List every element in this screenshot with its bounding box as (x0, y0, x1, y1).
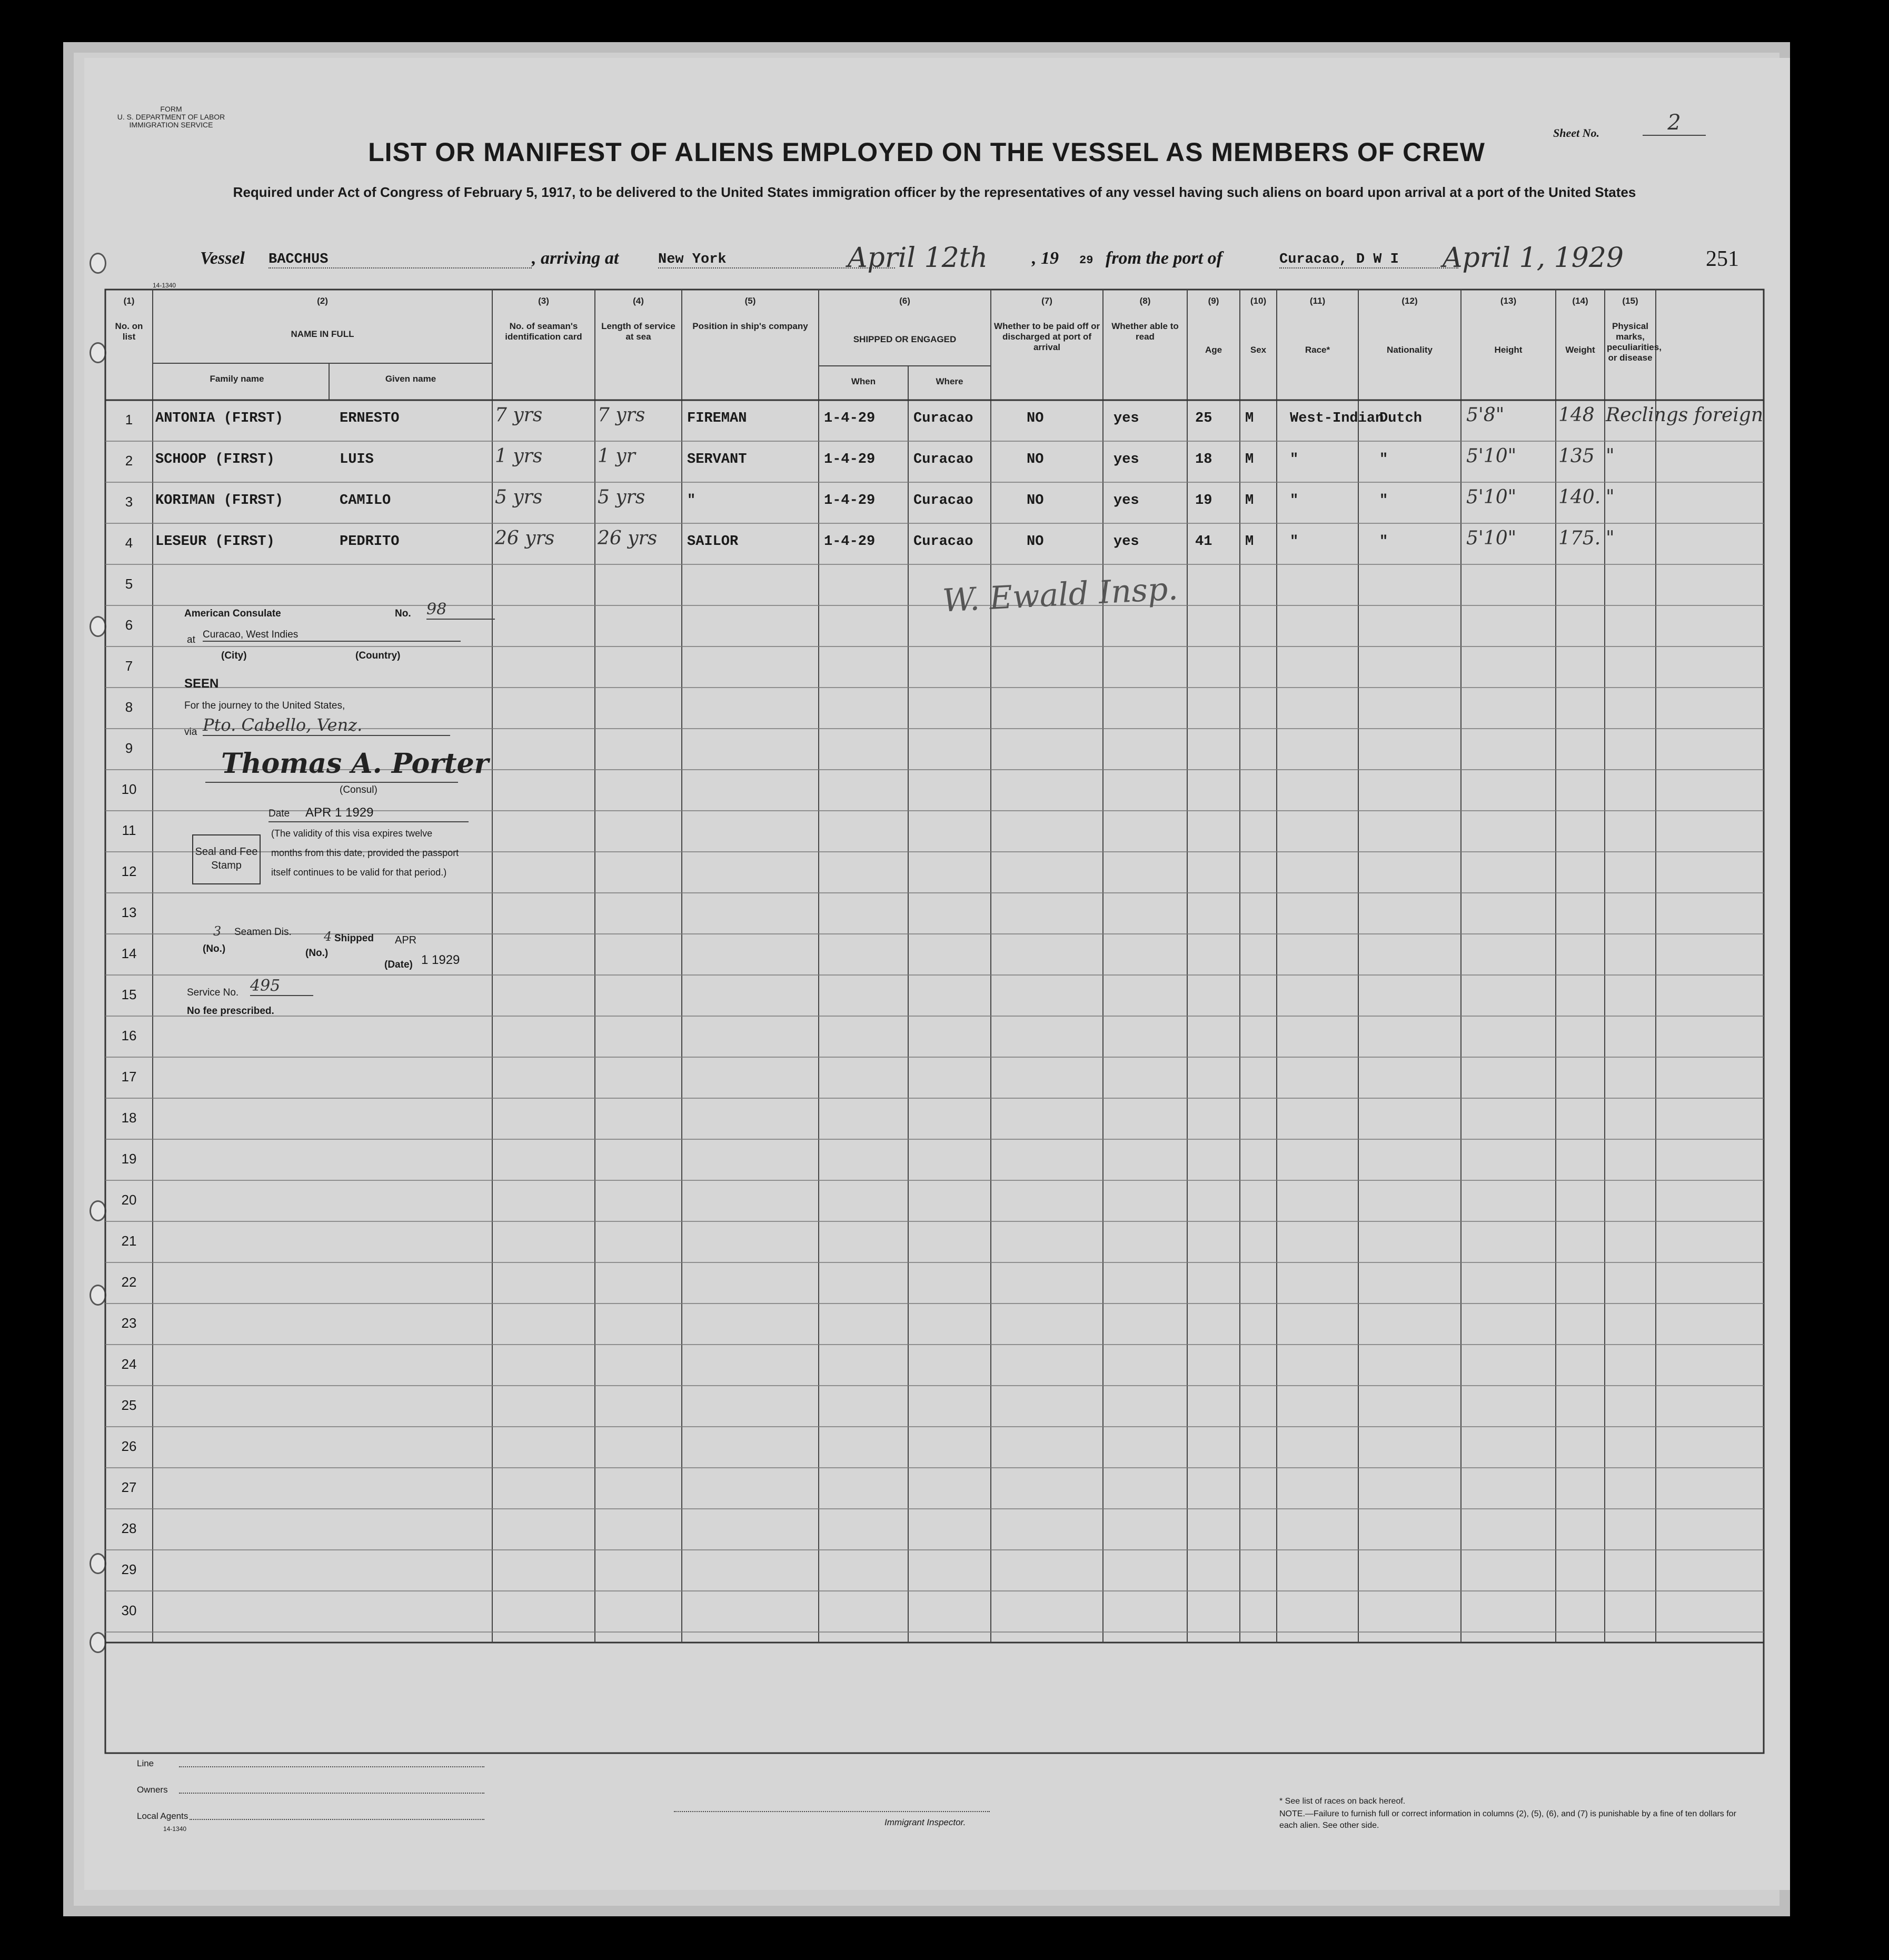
id-card-cell: 7 yrs (495, 404, 543, 426)
row-number: 20 (121, 1192, 137, 1208)
penalty-note: NOTE.—Failure to furnish full or correct information in columns (2), (5), (6), and (7) is punishable by a fine of ten dollars for each alien. See other side. (1279, 1809, 1736, 1830)
age-cell: 18 (1195, 452, 1212, 467)
row-number: 7 (125, 658, 133, 674)
consul-signature: Thomas A. Porter (221, 748, 489, 780)
race-cell: " (1290, 493, 1299, 509)
given-name-cell: ERNESTO (340, 411, 400, 426)
position-cell: FIREMAN (687, 411, 747, 426)
family-name-header: Family name (210, 374, 264, 384)
column-header: No. of seaman's identification card (505, 321, 582, 342)
shipped-where-cell: Curacao (913, 411, 973, 426)
given-name-cell: LUIS (340, 452, 374, 467)
height-cell: 5'10" (1466, 528, 1517, 549)
inspector-label: Immigrant Inspector. (884, 1817, 966, 1827)
row-number: 4 (125, 535, 133, 551)
row-number: 16 (121, 1028, 137, 1043)
row-number: 27 (121, 1479, 137, 1495)
column-number: (2) (317, 296, 328, 306)
arrival-date: April 12th (848, 242, 988, 274)
row-number: 22 (121, 1274, 137, 1290)
departure-date: April 1, 1929 (1443, 242, 1624, 274)
age-cell: 41 (1195, 534, 1212, 550)
paid-off-cell: NO (1027, 493, 1044, 509)
line-label: Line (137, 1758, 154, 1768)
sex-cell: M (1245, 493, 1254, 509)
weight-cell: 148 (1558, 404, 1595, 426)
city-label: (City) (221, 650, 247, 661)
country-label: (Country) (355, 650, 401, 661)
physical-marks-cell: " (1606, 486, 1615, 508)
column-number: (7) (1041, 296, 1052, 306)
column-header: Height (1494, 345, 1523, 355)
departure-port: Curacao, D W I (1279, 252, 1458, 268)
arrival-year: 29 (1079, 254, 1093, 267)
row-number: 25 (121, 1397, 137, 1413)
service-label: Service No. (187, 987, 239, 998)
paid-off-cell: NO (1027, 411, 1044, 426)
apr-stamp: APR (395, 934, 417, 946)
visa-no-label: No. (395, 608, 411, 619)
shipped-when-cell: 1-4-29 (824, 493, 876, 509)
page-number: 251 (1706, 247, 1739, 271)
id-card-cell: 5 yrs (495, 486, 543, 508)
column-number: (3) (538, 296, 549, 306)
via-label: via (184, 727, 197, 738)
able-to-read-cell: yes (1113, 493, 1139, 509)
column-header: Nationality (1387, 345, 1433, 355)
shipped-when-cell: 1-4-29 (824, 534, 876, 550)
row-number: 8 (125, 699, 133, 715)
row-number: 6 (125, 617, 133, 633)
shipped-when-cell: 1-4-29 (824, 411, 876, 426)
able-to-read-cell: yes (1113, 534, 1139, 550)
races-note: * See list of races on back hereof. (1279, 1797, 1406, 1806)
row-number: 18 (121, 1110, 137, 1126)
row-number: 12 (121, 863, 137, 879)
physical-marks-cell: Reclings foreign (1606, 404, 1764, 426)
age-cell: 19 (1195, 493, 1212, 509)
nationality-cell: " (1379, 452, 1388, 467)
weight-cell: 140. (1558, 486, 1601, 508)
column-header: Sex (1250, 345, 1267, 355)
owners-label: Owners (137, 1785, 168, 1795)
nationality-cell: Dutch (1379, 411, 1423, 426)
height-cell: 5'8" (1466, 404, 1505, 426)
row-number: 10 (121, 781, 137, 797)
agents-label: Local Agents (137, 1811, 188, 1821)
seen-label: SEEN (184, 676, 219, 691)
paid-off-cell: NO (1027, 534, 1044, 550)
column-header: Whether to be paid off or discharged at port of arrival (993, 321, 1100, 352)
seamen-label: Seamen Dis. (234, 927, 292, 938)
column-header: Weight (1565, 345, 1595, 355)
race-cell: " (1290, 452, 1299, 467)
given-name-header: Given name (385, 374, 436, 384)
height-cell: 5'10" (1466, 486, 1517, 508)
position-cell: " (687, 493, 696, 509)
at-label: at (187, 634, 195, 645)
year-prefix: , 19 (1032, 248, 1059, 268)
seal-fee-stamp: Seal and Fee Stamp (192, 834, 261, 884)
row-number: 26 (121, 1438, 137, 1454)
form-number: 14-1340 (153, 282, 176, 289)
able-to-read-cell: yes (1113, 452, 1139, 467)
race-cell: West-Indian (1290, 411, 1384, 426)
id-card-cell: 1 yrs (495, 445, 543, 467)
service-length-cell: 7 yrs (598, 404, 645, 426)
shipped-where-cell: Curacao (913, 534, 973, 550)
column-number: (10) (1250, 296, 1267, 306)
row-number: 15 (121, 987, 137, 1002)
column-number: (15) (1622, 296, 1638, 306)
row-number: 19 (121, 1151, 137, 1167)
column-number: (13) (1500, 296, 1517, 306)
weight-cell: 175. (1558, 528, 1601, 549)
family-name-cell: KORIMAN (FIRST) (155, 493, 284, 509)
nationality-cell: " (1379, 493, 1388, 509)
shipped-where-cell: Curacao (913, 452, 973, 467)
visa-validity: (The validity of this visa expires twelve months from this date, provided the passport itself continues to be valid for that period.) (271, 828, 459, 878)
row-number: 24 (121, 1356, 137, 1372)
weight-cell: 135 (1558, 445, 1595, 467)
column-number: (11) (1309, 296, 1326, 306)
when-header: When (851, 376, 876, 386)
from-label: from the port of (1106, 248, 1222, 268)
consular-stamp (163, 584, 542, 1058)
row-number: 28 (121, 1520, 137, 1536)
given-name-cell: PEDRITO (340, 534, 400, 550)
row-number: 2 (125, 453, 133, 469)
column-number: (14) (1572, 296, 1588, 306)
row-number: 5 (125, 576, 133, 592)
row-number: 1 (125, 412, 133, 427)
position-cell: SAILOR (687, 534, 739, 550)
shipped-date: 1 1929 (421, 953, 460, 967)
sheet-number: 2 (1643, 111, 1706, 136)
service-length-cell: 5 yrs (598, 486, 645, 508)
vessel-name: BACCHUS (269, 252, 532, 268)
physical-marks-cell: " (1606, 528, 1615, 549)
sex-cell: M (1245, 411, 1254, 426)
family-name-cell: SCHOOP (FIRST) (155, 452, 275, 467)
id-card-cell: 26 yrs (495, 528, 555, 549)
column-number: (1) (123, 296, 135, 306)
column-header: Length of service at sea (601, 321, 675, 342)
column-number: (9) (1208, 296, 1219, 306)
seamen-number: 3 (213, 924, 222, 939)
date-paren: (Date) (384, 959, 413, 970)
consulate-city: Curacao, West Indies (203, 629, 461, 642)
column-header: Physical marks, peculiarities, or disease (1607, 321, 1662, 363)
shipped-label: Shipped (334, 933, 374, 944)
where-header: Where (936, 376, 963, 386)
department-stamp: FORM U. S. DEPARTMENT OF LABOR IMMIGRATION SERVICE (117, 105, 225, 129)
column-number: (5) (744, 296, 756, 306)
row-number: 14 (121, 946, 137, 961)
footer-form-number: 14-1340 (163, 1825, 187, 1833)
footer (126, 1750, 1758, 1856)
column-header: No. on list (115, 321, 143, 342)
physical-marks-cell: " (1606, 445, 1615, 467)
row-number: 9 (125, 740, 133, 756)
column-header: Position in ship's company (692, 321, 808, 331)
date-label: Date (269, 808, 290, 819)
family-name-cell: LESEUR (FIRST) (155, 534, 275, 550)
row-number: 21 (121, 1233, 137, 1249)
able-to-read-cell: yes (1113, 411, 1139, 426)
paid-off-cell: NO (1027, 452, 1044, 467)
no-label: (No.) (203, 943, 226, 954)
row-number: 23 (121, 1315, 137, 1331)
height-cell: 5'10" (1466, 445, 1517, 467)
column-header: SHIPPED OR ENGAGED (853, 334, 957, 344)
visa-date: APR 1 1929 (305, 805, 374, 820)
position-cell: SERVANT (687, 452, 747, 467)
nationality-cell: " (1379, 534, 1388, 550)
family-name-cell: ANTONIA (FIRST) (155, 411, 284, 426)
visa-number: 98 (426, 600, 495, 620)
row-number: 3 (125, 494, 133, 510)
column-number: (12) (1401, 296, 1418, 306)
sex-cell: M (1245, 452, 1254, 467)
row-number: 30 (121, 1603, 137, 1618)
journey-label: For the journey to the United States, (184, 700, 345, 711)
service-number: 495 (250, 977, 313, 996)
given-name-cell: CAMILO (340, 493, 391, 509)
row-number: 29 (121, 1561, 137, 1577)
column-number: (8) (1139, 296, 1151, 306)
via-port: Pto. Cabello, Venz. (203, 715, 450, 736)
sheet-label: Sheet No. (1553, 126, 1599, 140)
arrival-port: New York (658, 252, 895, 268)
column-header: NAME IN FULL (291, 329, 354, 339)
race-cell: " (1290, 534, 1299, 550)
row-number: 11 (122, 822, 136, 838)
age-cell: 25 (1195, 411, 1212, 426)
row-number: 13 (121, 904, 137, 920)
no-fee-label: No fee prescribed. (187, 1006, 274, 1017)
column-header: Age (1205, 345, 1222, 355)
consulate-label: American Consulate (184, 608, 281, 619)
service-length-cell: 26 yrs (598, 528, 658, 549)
no-label-2: (No.) (305, 948, 329, 959)
vessel-label: Vessel (200, 248, 245, 268)
page-subtitle: Required under Act of Congress of February 5, 1917, to be delivered to the United States immigration officer by the representatives of any vessel having such aliens on board upon arrival at a port of the United States (233, 184, 1636, 200)
column-number: (4) (633, 296, 644, 306)
page-title: LIST OR MANIFEST OF ALIENS EMPLOYED ON THE VESSEL AS MEMBERS OF CREW (368, 137, 1485, 167)
service-length-cell: 1 yr (598, 445, 635, 467)
column-header: Whether able to read (1111, 321, 1179, 342)
manifest-page (84, 58, 1790, 1890)
consul-label: (Consul) (340, 784, 377, 795)
shipped-number: 4 (324, 929, 332, 944)
sex-cell: M (1245, 534, 1254, 550)
arriving-label: , arriving at (532, 248, 619, 268)
shipped-when-cell: 1-4-29 (824, 452, 876, 467)
column-number: (6) (899, 296, 910, 306)
column-header: Race* (1305, 345, 1330, 355)
inspector-annotation: W. Ewald Insp. (941, 570, 1179, 620)
row-number: 17 (121, 1069, 137, 1085)
shipped-where-cell: Curacao (913, 493, 973, 509)
